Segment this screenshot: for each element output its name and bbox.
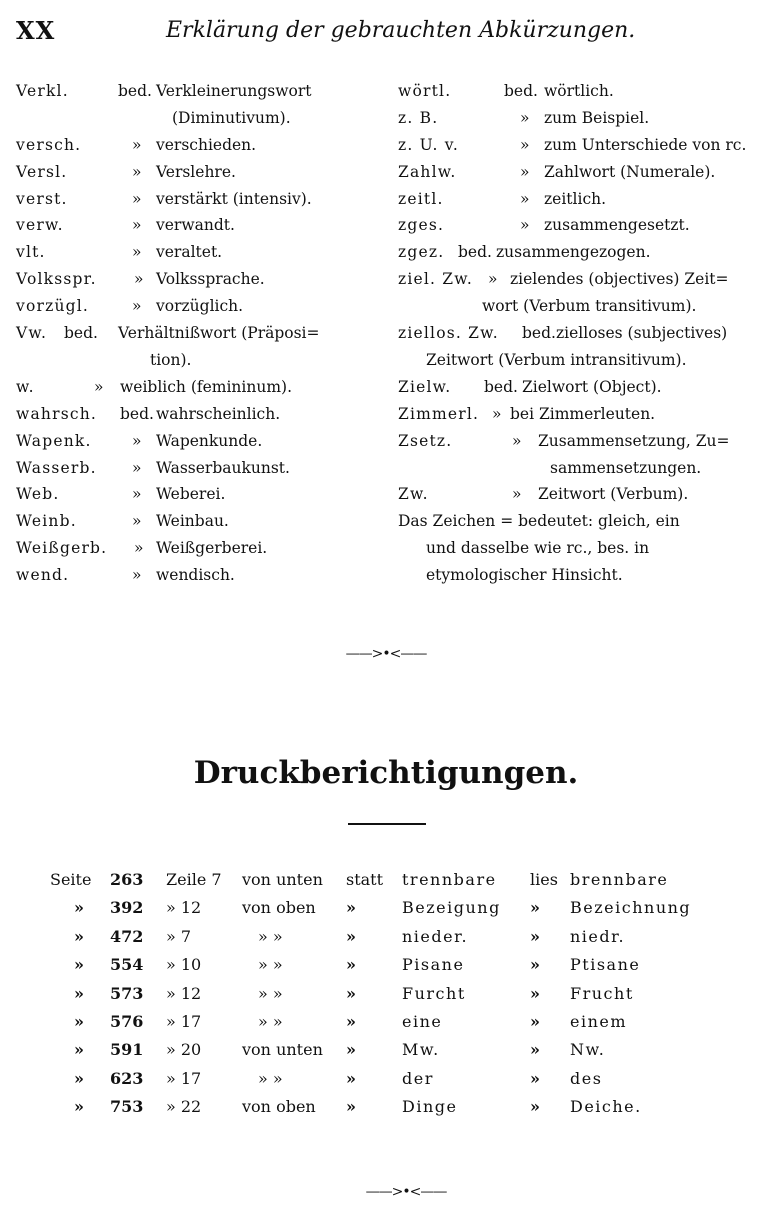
correction-row	[50, 1065, 740, 1093]
line-position: von oben	[242, 1097, 316, 1117]
page-label: »	[74, 898, 84, 918]
erroneous-text: Furcht	[402, 983, 466, 1003]
definition: zielloses (subjectives)	[556, 324, 728, 343]
line-position: » »	[258, 955, 283, 975]
instead-label: »	[346, 898, 356, 918]
definition-marker: »	[132, 135, 142, 154]
instead-label: »	[346, 926, 356, 946]
definition-marker: »	[520, 108, 530, 127]
abbreviation-entry	[398, 266, 760, 320]
definition: wendisch.	[156, 566, 235, 585]
correction-row	[50, 1008, 740, 1036]
definition-marker: bed.	[120, 404, 154, 423]
page-value: 263	[110, 870, 144, 889]
abbreviation-entry	[398, 78, 760, 105]
abbreviation-entry	[16, 132, 386, 159]
correction-row	[50, 1093, 740, 1121]
instead-label: »	[346, 1068, 356, 1088]
corrected-text: Nw.	[570, 1040, 606, 1060]
abbreviation-entry	[16, 428, 386, 455]
abbreviation-entry	[16, 78, 386, 132]
line-value: » 22	[166, 1097, 202, 1117]
abbreviation: Vw.	[16, 324, 48, 343]
definition-continuation: Zeitwort (Verbum intransitivum).	[426, 350, 687, 369]
definition: Weberei.	[156, 485, 226, 504]
correction-row	[50, 951, 740, 979]
line-value: Zeile 7	[166, 870, 222, 889]
definition-continuation: (Diminutivum).	[172, 108, 291, 127]
erroneous-text: Mw.	[402, 1040, 440, 1060]
instead-label: »	[346, 1011, 356, 1031]
abbreviation-entry	[16, 266, 386, 293]
line-value: » 7	[166, 926, 192, 946]
definition-marker: »	[520, 135, 530, 154]
abbreviation: zges.	[398, 216, 445, 235]
definition: Zusammensetzung, Zu=	[538, 431, 730, 450]
definition-marker: »	[132, 431, 142, 450]
abbreviation: wahrsch.	[16, 404, 98, 423]
definition: zielendes (objectives) Zeit=	[510, 270, 729, 289]
abbreviation: Web.	[16, 485, 60, 504]
abbreviation-entry	[398, 212, 760, 239]
correction-row	[50, 894, 740, 922]
abbreviation-entry	[16, 293, 386, 320]
page-label: »	[74, 983, 84, 1003]
abbreviation: wörtl.	[398, 82, 452, 100]
definition: verschieden.	[156, 135, 257, 154]
definition-marker: »	[488, 270, 498, 289]
definition: Zeitwort (Verbum).	[538, 485, 689, 504]
definition: Verkleinerungswort	[156, 82, 312, 100]
corrected-text: Frucht	[570, 983, 634, 1003]
line-position: » »	[258, 926, 283, 946]
page-value: 573	[110, 983, 144, 1003]
erroneous-text: eine	[402, 1011, 443, 1031]
corrected-text: brennbare	[570, 870, 669, 889]
definition-marker: »	[94, 377, 104, 396]
correction-row	[50, 866, 740, 894]
instead-label: »	[346, 1040, 356, 1060]
line-position: von oben	[242, 898, 316, 918]
abbreviation: Versl.	[16, 162, 68, 181]
page-value: 591	[110, 1040, 144, 1060]
abbreviation-entry	[16, 159, 386, 186]
erroneous-text: trennbare	[402, 870, 497, 889]
definition-marker: bed.	[484, 377, 518, 396]
definition-marker: »	[492, 404, 502, 423]
abbreviations-left-column	[16, 78, 386, 589]
abbreviation-entry	[16, 535, 386, 562]
definition: bei Zimmerleuten.	[510, 404, 656, 423]
erroneous-text: der	[402, 1068, 434, 1088]
definition-marker: »	[132, 162, 142, 181]
definition-marker: »	[132, 297, 142, 316]
abbreviation: ziel. Zw.	[398, 270, 474, 289]
definition-marker: bed.	[118, 82, 152, 100]
abbreviation: Wapenk.	[16, 431, 92, 450]
erroneous-text: Bezeigung	[402, 898, 501, 918]
page-value: 554	[110, 955, 144, 975]
corrections-table	[50, 866, 740, 1122]
instead-label: »	[346, 955, 356, 975]
definition-marker: »	[134, 539, 144, 558]
abbreviation-entry	[16, 212, 386, 239]
definition: zusammengesetzt.	[544, 216, 690, 235]
abbreviation-entry	[16, 186, 386, 213]
abbreviation-entry	[16, 481, 386, 508]
definition-marker: bed.	[504, 82, 538, 100]
page-number: XX	[16, 16, 56, 45]
definition-marker: »	[132, 458, 142, 477]
abbreviation: Zahlw.	[398, 162, 457, 181]
read-label: »	[530, 1097, 540, 1117]
definition-marker: »	[520, 216, 530, 235]
abbreviation: zgez.	[398, 243, 445, 262]
definition: zum Unterschiede von rc.	[544, 135, 747, 154]
abbreviation-entry	[398, 159, 760, 186]
definition-continuation: sammensetzungen.	[550, 458, 702, 477]
line-position: von unten	[242, 1040, 323, 1060]
definition-marker: bed.	[522, 324, 556, 343]
note-line: Das Zeichen = bedeutet: gleich, ein	[398, 512, 680, 531]
corrected-text: des	[570, 1068, 603, 1088]
abbreviation: Weinb.	[16, 512, 77, 531]
abbreviation: verw.	[16, 216, 64, 235]
correction-row	[50, 980, 740, 1008]
line-value: » 20	[166, 1040, 202, 1060]
page-label: »	[74, 955, 84, 975]
abbreviation: zeitl.	[398, 189, 444, 208]
abbreviation: w.	[16, 377, 35, 396]
page-label: »	[74, 1097, 84, 1117]
definition: weiblich (femininum).	[120, 377, 293, 396]
definition: wörtlich.	[544, 82, 614, 100]
page-value: 576	[110, 1011, 144, 1031]
erroneous-text: nieder.	[402, 926, 469, 946]
definition-marker: »	[132, 189, 142, 208]
page-value: 623	[110, 1068, 144, 1088]
read-label: lies	[530, 870, 558, 889]
abbreviations-right-column	[398, 78, 760, 589]
definition: Verslehre.	[156, 162, 236, 181]
abbreviation: vorzügl.	[16, 297, 90, 316]
abbreviation: Wasserb.	[16, 458, 97, 477]
line-value: » 17	[166, 1068, 202, 1088]
note-line: und dasselbe wie rc., bes. in	[426, 539, 650, 558]
line-value: » 10	[166, 955, 202, 975]
erroneous-text: Dinge	[402, 1097, 458, 1117]
definition-marker: »	[132, 566, 142, 585]
running-title: Erklärung der gebrauchten Abkürzungen.	[166, 18, 636, 43]
definition-continuation: tion).	[150, 350, 192, 369]
abbreviation: Zw.	[398, 485, 429, 504]
abbreviation-entry	[398, 186, 760, 213]
definition: wahrscheinlich.	[156, 404, 281, 423]
read-label: »	[530, 955, 540, 975]
definition: Weißgerberei.	[156, 539, 268, 558]
definition: Wapenkunde.	[156, 431, 263, 450]
abbreviation: z. U. v.	[398, 135, 459, 154]
definition-marker: »	[520, 189, 530, 208]
abbreviation: Zsetz.	[398, 431, 453, 450]
line-position: von unten	[242, 870, 323, 889]
definition: verstärkt (intensiv).	[156, 189, 312, 208]
abbreviation-entry	[16, 401, 386, 428]
abbreviation: z. B.	[398, 108, 439, 127]
abbreviation-entry	[398, 428, 760, 482]
ornament-divider: ——>•<——	[345, 646, 427, 662]
corrections-title: Druckberichtigungen.	[193, 755, 579, 791]
abbreviation-entry	[398, 320, 760, 374]
erroneous-text: Pisane	[402, 955, 465, 975]
corrected-text: niedr.	[570, 926, 626, 946]
abbreviation: ziellos. Zw.	[398, 324, 499, 343]
definition-continuation: wort (Verbum transitivum).	[482, 297, 697, 316]
corrected-text: einem	[570, 1011, 628, 1031]
abbreviation-entry	[398, 105, 760, 132]
instead-label: »	[346, 1097, 356, 1117]
definition-marker: »	[134, 270, 144, 289]
sign-note	[398, 508, 760, 589]
read-label: »	[530, 1040, 540, 1060]
page-value: 472	[110, 926, 144, 946]
abbreviation: versch.	[16, 135, 82, 154]
definition-marker: »	[512, 485, 522, 504]
abbreviation-entry	[398, 401, 760, 428]
corrected-text: Ptisane	[570, 955, 641, 975]
abbreviation: Zielw.	[398, 377, 452, 396]
definition: veraltet.	[156, 243, 223, 262]
page-label: »	[74, 1040, 84, 1060]
definition-marker: »	[512, 431, 522, 450]
read-label: »	[530, 1011, 540, 1031]
abbreviation: vlt.	[16, 243, 46, 262]
definition: Wasserbaukunst.	[156, 458, 290, 477]
note-line: etymologischer Hinsicht.	[426, 566, 623, 585]
abbreviation: Weißgerb.	[16, 539, 108, 558]
line-position: » »	[258, 983, 283, 1003]
abbreviation: verst.	[16, 189, 68, 208]
abbreviation: Verkl.	[16, 82, 69, 100]
definition: zeitlich.	[544, 189, 607, 208]
abbreviation: wend.	[16, 566, 70, 585]
abbreviation-entry	[398, 481, 760, 508]
read-label: »	[530, 983, 540, 1003]
read-label: »	[530, 898, 540, 918]
definition: vorzüglich.	[156, 297, 244, 316]
definition: verwandt.	[156, 216, 235, 235]
line-value: » 17	[166, 1011, 202, 1031]
abbreviation-entry	[398, 239, 760, 266]
instead-label: »	[346, 983, 356, 1003]
definition: Verhältnißwort (Präposi=	[118, 324, 320, 343]
page-label: »	[74, 1068, 84, 1088]
corrected-text: Bezeichnung	[570, 898, 692, 918]
page-header	[16, 16, 756, 52]
definition-marker: »	[132, 512, 142, 531]
page-label: »	[74, 926, 84, 946]
instead-label: statt	[346, 870, 384, 889]
definition: Zielwort (Object).	[522, 377, 662, 396]
abbreviation: Zimmerl.	[398, 404, 480, 423]
abbreviation-entry	[398, 374, 760, 401]
definition: zum Beispiel.	[544, 108, 650, 127]
definition-marker: »	[132, 243, 142, 262]
abbreviation: Volksspr.	[16, 270, 97, 289]
ornament-divider: ——>•<——	[365, 1184, 447, 1200]
definition: Volkssprache.	[156, 270, 265, 289]
abbreviation-entry	[16, 562, 386, 589]
line-value: » 12	[166, 983, 202, 1003]
line-position: » »	[258, 1011, 283, 1031]
page-label: Seite	[50, 870, 92, 889]
definition-marker: bed.	[458, 243, 492, 262]
definition: Weinbau.	[156, 512, 229, 531]
page-label: »	[74, 1011, 84, 1031]
definition-marker: »	[132, 485, 142, 504]
definition-marker: bed.	[64, 324, 98, 343]
abbreviation-entry	[16, 239, 386, 266]
line-value: » 12	[166, 898, 202, 918]
definition-marker: »	[132, 216, 142, 235]
read-label: »	[530, 926, 540, 946]
page-value: 753	[110, 1097, 144, 1117]
abbreviation-entry	[16, 508, 386, 535]
definition-marker: »	[520, 162, 530, 181]
abbreviation-entry	[398, 132, 760, 159]
abbreviation-entry	[16, 320, 386, 374]
definition: zusammengezogen.	[496, 243, 651, 262]
line-position: » »	[258, 1068, 283, 1088]
abbreviation-entry	[16, 374, 386, 401]
read-label: »	[530, 1068, 540, 1088]
definition: Zahlwort (Numerale).	[544, 162, 716, 181]
title-rule	[348, 823, 426, 825]
corrected-text: Deiche.	[570, 1097, 642, 1117]
abbreviation-entry	[16, 455, 386, 482]
page-value: 392	[110, 898, 144, 918]
correction-row	[50, 923, 740, 951]
correction-row	[50, 1036, 740, 1064]
